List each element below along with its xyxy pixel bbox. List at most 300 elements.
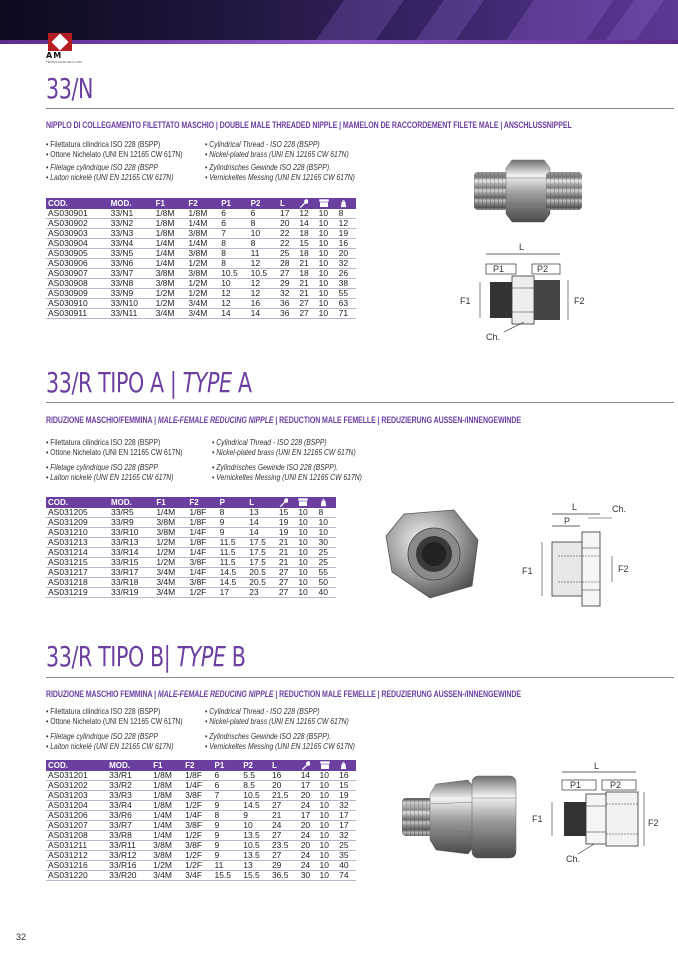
table-cell: 8 bbox=[219, 239, 248, 249]
table-row bbox=[46, 229, 356, 239]
table-cell: 28 bbox=[278, 259, 297, 269]
column-header: P bbox=[218, 497, 248, 508]
table-cell: 10.5 bbox=[241, 791, 270, 801]
column-header: F2 bbox=[186, 198, 219, 209]
table-cell: 33/R18 bbox=[109, 578, 154, 588]
table-cell: AS031210 bbox=[46, 528, 109, 538]
column-header: L bbox=[270, 760, 299, 771]
table-cell: 1/4F bbox=[183, 811, 212, 821]
section-title-33r-type-b: 33/R TIPO B| TYPE B bbox=[46, 640, 246, 673]
table-row bbox=[46, 801, 356, 811]
section-subtitle: RIDUZIONE MASCHIO FEMMINA | MALE-FEMALE REDUCING NIPPLE | REDUCTION MALE FEMELLE | REDUZIERUNG AUSSEN-/INNENGEWINDE bbox=[46, 689, 521, 699]
table-cell: 35 bbox=[337, 851, 356, 861]
table-cell: 33/N2 bbox=[109, 219, 154, 229]
table-cell: 12 bbox=[219, 289, 248, 299]
features-right-de: • Zylindrisches Gewinde ISO 228 (BSPP). • Vernickeltes Messing (UNI EN 12165 CW 617N) bbox=[205, 162, 355, 182]
table-cell: 3/8F bbox=[183, 841, 212, 851]
table-cell: 1/4M bbox=[186, 219, 219, 229]
table-row bbox=[46, 558, 336, 568]
table-cell: 33/N7 bbox=[109, 269, 154, 279]
table-cell: 3/8M bbox=[151, 851, 183, 861]
table-row bbox=[46, 279, 356, 289]
svg-text:Ch.: Ch. bbox=[566, 854, 581, 864]
table-cell: 7 bbox=[212, 791, 241, 801]
table-cell: 33/R16 bbox=[107, 861, 151, 871]
table-cell: 8.5 bbox=[241, 781, 270, 791]
product-photo-33r-type-a bbox=[382, 506, 482, 602]
table-cell: AS031202 bbox=[46, 781, 107, 791]
table-cell: 33/R11 bbox=[107, 841, 151, 851]
table-cell: 1/2F bbox=[183, 831, 212, 841]
table-cell: 55 bbox=[337, 289, 356, 299]
features-right: • Cylindrical Thread - ISO 228 (BSPP) • Nickel-plated brass (UNI EN 12165 CW 617N) bbox=[205, 706, 349, 726]
table-cell: 10 bbox=[317, 279, 337, 289]
top-banner bbox=[0, 0, 678, 40]
table-cell: AS030908 bbox=[46, 279, 109, 289]
features-left-fr: • Filetage cylindrique ISO 228 (BSPP • Laiton nickelé (UNI EN 12165 CW 617N) bbox=[46, 462, 173, 482]
table-cell: AS031205 bbox=[46, 508, 109, 518]
table-cell: 21 bbox=[277, 538, 296, 548]
table-cell: 3/8F bbox=[187, 558, 217, 568]
table-cell: 13 bbox=[241, 861, 270, 871]
table-cell: 6 bbox=[219, 219, 248, 229]
table-cell: 33/R2 bbox=[107, 781, 151, 791]
table-cell: 15 bbox=[297, 239, 316, 249]
table-cell: 10 bbox=[296, 518, 316, 528]
table-cell: 1/2F bbox=[183, 851, 212, 861]
table-cell: 1/8F bbox=[183, 771, 212, 781]
table-cell: 3/8M bbox=[186, 269, 219, 279]
table-cell: 33/R7 bbox=[107, 821, 151, 831]
table-cell: 21 bbox=[270, 811, 299, 821]
table-cell: 14 bbox=[247, 528, 277, 538]
svg-text:F2: F2 bbox=[574, 296, 585, 306]
table-cell: 3/4M bbox=[154, 568, 187, 578]
table-cell: 17 bbox=[299, 811, 318, 821]
table-cell: 10 bbox=[318, 801, 338, 811]
table-cell: 33/R15 bbox=[109, 558, 154, 568]
table-cell: 10 bbox=[318, 791, 338, 801]
table-cell: 9 bbox=[218, 518, 248, 528]
table-cell: 12 bbox=[337, 219, 356, 229]
table-cell: 23 bbox=[247, 588, 277, 598]
technical-drawing-33n bbox=[456, 240, 596, 348]
table-cell: 3/8M bbox=[154, 518, 187, 528]
table-cell: 14 bbox=[249, 309, 278, 319]
table-cell: 1/8M bbox=[151, 771, 183, 781]
table-cell: 9 bbox=[218, 528, 248, 538]
table-row bbox=[46, 568, 336, 578]
table-cell: 8 bbox=[249, 219, 278, 229]
svg-text:P: P bbox=[564, 516, 571, 526]
table-cell: 33/R14 bbox=[109, 548, 154, 558]
table-cell: 12 bbox=[249, 289, 278, 299]
table-cell: AS031206 bbox=[46, 811, 107, 821]
spec-table-33n bbox=[46, 198, 356, 319]
table-cell: 10 bbox=[249, 229, 278, 239]
table-cell: 1/4M bbox=[151, 821, 183, 831]
table-cell: 3/8M bbox=[154, 279, 187, 289]
table-cell: 20 bbox=[337, 249, 356, 259]
table-cell: AS031220 bbox=[46, 871, 107, 881]
table-cell: 18 bbox=[297, 249, 316, 259]
table-cell: 10.5 bbox=[241, 841, 270, 851]
table-cell: 33/R4 bbox=[107, 801, 151, 811]
table-cell: AS031216 bbox=[46, 861, 107, 871]
features-right: • Cylindrical Thread - ISO 228 (BSPP) • Nickel-plated brass (UNI EN 12165 CW 617N) bbox=[205, 139, 349, 159]
table-cell: 11.5 bbox=[218, 548, 248, 558]
banner-stripe bbox=[0, 40, 678, 44]
table-cell: 20.5 bbox=[247, 578, 277, 588]
table-row bbox=[46, 269, 356, 279]
table-cell: 8 bbox=[249, 239, 278, 249]
table-cell: 29 bbox=[278, 279, 297, 289]
table-cell: 6 bbox=[219, 209, 248, 219]
table-cell: 10 bbox=[318, 811, 338, 821]
table-cell: 27 bbox=[277, 588, 296, 598]
section-subtitle: NIPPLO DI COLLEGAMENTO FILETTATO MASCHIO | DOUBLE MALE THREADED NIPPLE | MAMELON DE RACCORDEMENT FILETE MALE | ANSCHLUSSNIPPEL bbox=[46, 120, 572, 130]
table-cell: AS031209 bbox=[46, 518, 109, 528]
table-cell: AS030905 bbox=[46, 249, 109, 259]
table-cell: 20 bbox=[299, 841, 318, 851]
table-row bbox=[46, 249, 356, 259]
table-cell: 10 bbox=[317, 528, 336, 538]
table-row bbox=[46, 548, 336, 558]
features-left: • Filettatura cilindrica ISO 228 (BSPP) • Ottone Nichelato (UNI EN 12165 CW 617N) bbox=[46, 706, 183, 726]
table-cell: AS031217 bbox=[46, 568, 109, 578]
brand-logo: AM TECNOLOGIE DEI FLUIDI bbox=[46, 33, 74, 63]
table-cell: 21 bbox=[297, 259, 316, 269]
section-rule bbox=[46, 677, 674, 678]
table-cell: 14 bbox=[219, 309, 248, 319]
table-cell: 10 bbox=[317, 269, 337, 279]
table-row bbox=[46, 528, 336, 538]
table-cell: 6 bbox=[212, 771, 241, 781]
table-cell: 3/4M bbox=[186, 309, 219, 319]
table-cell: 17 bbox=[337, 811, 356, 821]
table-cell: 24 bbox=[299, 851, 318, 861]
table-cell: 40 bbox=[337, 861, 356, 871]
table-cell: 10 bbox=[317, 249, 337, 259]
table-cell: 16 bbox=[337, 771, 356, 781]
table-cell: 19 bbox=[337, 791, 356, 801]
table-cell: 13 bbox=[247, 508, 277, 518]
table-cell: AS030911 bbox=[46, 309, 109, 319]
table-cell: 33/N3 bbox=[109, 229, 154, 239]
column-header: F1 bbox=[154, 198, 187, 209]
table-cell: 11 bbox=[212, 861, 241, 871]
svg-text:F1: F1 bbox=[522, 566, 533, 576]
table-cell: 10 bbox=[296, 508, 316, 518]
table-cell: AS030906 bbox=[46, 259, 109, 269]
table-cell: 8 bbox=[218, 508, 248, 518]
table-cell: 22 bbox=[278, 239, 297, 249]
table-cell: 27 bbox=[278, 269, 297, 279]
table-cell: 6 bbox=[249, 209, 278, 219]
table-cell: 10 bbox=[317, 209, 337, 219]
table-cell: 9 bbox=[212, 841, 241, 851]
table-cell: AS030902 bbox=[46, 219, 109, 229]
table-cell: AS031211 bbox=[46, 841, 107, 851]
table-cell: 5.5 bbox=[241, 771, 270, 781]
table-cell: 11.5 bbox=[218, 558, 248, 568]
table-cell: 33/R13 bbox=[109, 538, 154, 548]
table-cell: 16 bbox=[270, 771, 299, 781]
svg-text:P1: P1 bbox=[493, 264, 505, 274]
table-cell: 10.5 bbox=[249, 269, 278, 279]
table-cell: 10 bbox=[317, 289, 337, 299]
table-row bbox=[46, 578, 336, 588]
table-row bbox=[46, 861, 356, 871]
table-cell: 33/R5 bbox=[109, 508, 154, 518]
table-cell: 36.5 bbox=[270, 871, 299, 881]
table-cell: 14.5 bbox=[218, 578, 248, 588]
table-cell: 1/2F bbox=[187, 588, 217, 598]
table-cell: 17.5 bbox=[247, 548, 277, 558]
column-header: COD. bbox=[46, 760, 107, 771]
features-left: • Filettatura cilindrica ISO 228 (BSPP) • Ottone Nichelato (UNI EN 12165 CW 617N) bbox=[46, 139, 183, 159]
table-cell: 1/4M bbox=[154, 249, 187, 259]
table-cell: 24 bbox=[299, 861, 318, 871]
table-row bbox=[46, 821, 356, 831]
table-cell: 21 bbox=[277, 548, 296, 558]
table-cell: 33/R6 bbox=[107, 811, 151, 821]
table-row bbox=[46, 841, 356, 851]
table-row bbox=[46, 538, 336, 548]
table-cell: 30 bbox=[299, 871, 318, 881]
table-cell: 6 bbox=[212, 781, 241, 791]
product-photo-33r-type-b bbox=[398, 770, 522, 866]
table-cell: 33/N11 bbox=[109, 309, 154, 319]
table-cell: 10 bbox=[296, 528, 316, 538]
section-subtitle: RIDUZIONE MASCHIO/FEMMINA | MALE-FEMALE REDUCING NIPPLE | REDUCTION MALE FEMELLE | REDUZIERUNG AUSSEN-/INNENGEWINDE bbox=[46, 415, 521, 425]
table-cell: AS031212 bbox=[46, 851, 107, 861]
table-cell: 3/8M bbox=[151, 841, 183, 851]
column-header: F1 bbox=[151, 760, 183, 771]
svg-text:F1: F1 bbox=[460, 296, 471, 306]
table-cell: 3/8F bbox=[183, 821, 212, 831]
table-cell: 8 bbox=[219, 259, 248, 269]
table-cell: 1/4M bbox=[186, 239, 219, 249]
table-cell: 1/8F bbox=[187, 538, 217, 548]
table-cell: 25 bbox=[317, 558, 336, 568]
table-cell: 33/R1 bbox=[107, 771, 151, 781]
table-cell: 3/4M bbox=[154, 309, 187, 319]
table-cell: AS030909 bbox=[46, 289, 109, 299]
table-cell: 1/2M bbox=[186, 279, 219, 289]
table-cell: 33/N9 bbox=[109, 289, 154, 299]
table-cell: 10 bbox=[296, 558, 316, 568]
section-rule bbox=[46, 108, 674, 109]
table-cell: 1/4M bbox=[154, 259, 187, 269]
table-cell: AS031219 bbox=[46, 588, 109, 598]
column-header: P1 bbox=[219, 198, 248, 209]
svg-text:Ch.: Ch. bbox=[486, 332, 501, 342]
table-cell: 3/8M bbox=[186, 229, 219, 239]
table-cell: 25 bbox=[337, 841, 356, 851]
table-cell: 32 bbox=[337, 801, 356, 811]
table-cell: 1/2M bbox=[151, 861, 183, 871]
table-cell: 32 bbox=[278, 289, 297, 299]
table-row bbox=[46, 781, 356, 791]
table-cell: AS031204 bbox=[46, 801, 107, 811]
table-row bbox=[46, 791, 356, 801]
table-cell: 15.5 bbox=[212, 871, 241, 881]
table-cell: 1/4M bbox=[151, 831, 183, 841]
table-cell: 24 bbox=[299, 831, 318, 841]
table-cell: 1/2M bbox=[154, 538, 187, 548]
table-cell: 1/4F bbox=[187, 548, 217, 558]
svg-text:L: L bbox=[594, 761, 600, 771]
table-cell: 33/R10 bbox=[109, 528, 154, 538]
table-row bbox=[46, 518, 336, 528]
table-cell: 17 bbox=[278, 209, 297, 219]
table-cell: 10 bbox=[318, 771, 338, 781]
table-cell: 21 bbox=[297, 289, 316, 299]
table-cell: 3/4M bbox=[154, 578, 187, 588]
table-cell: AS031215 bbox=[46, 558, 109, 568]
table-cell: 10 bbox=[241, 821, 270, 831]
table-cell: AS030910 bbox=[46, 299, 109, 309]
table-cell: 8 bbox=[212, 811, 241, 821]
table-cell: 32 bbox=[337, 259, 356, 269]
table-cell: 36 bbox=[278, 309, 297, 319]
table-row bbox=[46, 309, 356, 319]
table-cell: 33/N6 bbox=[109, 259, 154, 269]
table-cell: 1/2M bbox=[186, 259, 219, 269]
table-cell: 27 bbox=[297, 299, 316, 309]
table-cell: 10 bbox=[317, 219, 337, 229]
table-cell: 10 bbox=[296, 578, 316, 588]
table-cell: 33/N8 bbox=[109, 279, 154, 289]
table-cell: 71 bbox=[337, 309, 356, 319]
table-cell: 27 bbox=[277, 578, 296, 588]
table-cell: 33/R19 bbox=[109, 588, 154, 598]
table-row bbox=[46, 259, 356, 269]
table-cell: 33/R9 bbox=[109, 518, 154, 528]
table-cell: 27 bbox=[297, 309, 316, 319]
table-cell: 1/2M bbox=[154, 558, 187, 568]
table-cell: 1/8M bbox=[154, 219, 187, 229]
table-cell: 13.5 bbox=[241, 851, 270, 861]
table-cell: 20.5 bbox=[247, 568, 277, 578]
column-header: L bbox=[247, 497, 277, 508]
table-cell: 33/N5 bbox=[109, 249, 154, 259]
table-cell: 8 bbox=[317, 508, 336, 518]
table-cell: 33/R8 bbox=[107, 831, 151, 841]
table-cell: 1/8M bbox=[151, 791, 183, 801]
table-cell: 1/2M bbox=[154, 548, 187, 558]
table-cell: 15 bbox=[277, 508, 296, 518]
table-cell: 8 bbox=[337, 209, 356, 219]
table-cell: 11.5 bbox=[218, 538, 248, 548]
table-cell: 1/2M bbox=[154, 289, 187, 299]
table-cell: 50 bbox=[317, 578, 336, 588]
svg-text:P1: P1 bbox=[570, 780, 582, 790]
column-header: COD. bbox=[46, 198, 109, 209]
table-cell: 9 bbox=[212, 851, 241, 861]
table-cell: 1/8M bbox=[186, 209, 219, 219]
table-cell: 1/8F bbox=[187, 518, 217, 528]
table-cell: 19 bbox=[277, 518, 296, 528]
spec-table-33r-type-b bbox=[46, 760, 356, 881]
table-cell: 15 bbox=[337, 781, 356, 791]
table-cell: 10 bbox=[318, 831, 338, 841]
table-cell: 36 bbox=[278, 299, 297, 309]
table-cell: 3/8M bbox=[154, 269, 187, 279]
svg-text:L: L bbox=[519, 242, 525, 252]
column-header: P1 bbox=[212, 760, 241, 771]
table-cell: 10 bbox=[317, 229, 337, 239]
table-cell: 27 bbox=[270, 831, 299, 841]
svg-text:L: L bbox=[572, 502, 578, 512]
table-cell: 19 bbox=[337, 229, 356, 239]
table-cell: 20 bbox=[299, 821, 318, 831]
table-cell: 33/R3 bbox=[107, 791, 151, 801]
table-cell: 17.5 bbox=[247, 538, 277, 548]
table-cell: 10 bbox=[317, 518, 336, 528]
table-cell: 1/4F bbox=[187, 528, 217, 538]
table-cell: AS031214 bbox=[46, 548, 109, 558]
table-cell: AS030907 bbox=[46, 269, 109, 279]
table-cell: 32 bbox=[337, 831, 356, 841]
table-cell: 26 bbox=[337, 269, 356, 279]
table-cell: 9 bbox=[212, 801, 241, 811]
table-row bbox=[46, 588, 336, 598]
table-cell: 1/4F bbox=[183, 781, 212, 791]
table-cell: 20 bbox=[299, 791, 318, 801]
table-cell: 33/N10 bbox=[109, 299, 154, 309]
table-cell: 1/8M bbox=[154, 229, 187, 239]
table-cell: 9 bbox=[212, 831, 241, 841]
table-cell: 16 bbox=[337, 239, 356, 249]
table-cell: 3/4M bbox=[186, 299, 219, 309]
svg-text:F2: F2 bbox=[618, 564, 629, 574]
features-right-de: • Zylindrisches Gewinde ISO 228 (BSPP). • Vernickeltes Messing (UNI EN 12165 CW 617N) bbox=[212, 462, 362, 482]
table-cell: 3/4M bbox=[151, 871, 183, 881]
column-header: P2 bbox=[249, 198, 278, 209]
table-cell: AS030904 bbox=[46, 239, 109, 249]
table-cell: 1/2F bbox=[183, 861, 212, 871]
table-row bbox=[46, 239, 356, 249]
table-row bbox=[46, 831, 356, 841]
column-header: P2 bbox=[241, 760, 270, 771]
table-row bbox=[46, 871, 356, 881]
table-cell: 3/8M bbox=[186, 249, 219, 259]
table-cell: 33/N1 bbox=[109, 209, 154, 219]
table-cell: 10 bbox=[317, 259, 337, 269]
table-cell: 21 bbox=[277, 558, 296, 568]
table-cell: 27 bbox=[270, 851, 299, 861]
table-cell: 1/4M bbox=[154, 239, 187, 249]
table-cell: 10.5 bbox=[219, 269, 248, 279]
svg-text:P2: P2 bbox=[537, 264, 549, 274]
table-cell: 12 bbox=[219, 299, 248, 309]
column-header: F1 bbox=[154, 497, 187, 508]
svg-text:F2: F2 bbox=[648, 818, 659, 828]
table-cell: 63 bbox=[337, 299, 356, 309]
table-cell: 10 bbox=[219, 279, 248, 289]
svg-text:Ch.: Ch. bbox=[612, 504, 627, 514]
table-cell: 1/4M bbox=[154, 508, 187, 518]
table-cell: 40 bbox=[317, 588, 336, 598]
table-cell: 12 bbox=[297, 209, 316, 219]
table-cell: 14 bbox=[297, 219, 316, 229]
table-cell: 25 bbox=[317, 548, 336, 558]
table-cell: 29 bbox=[270, 861, 299, 871]
table-cell: AS031207 bbox=[46, 821, 107, 831]
table-row bbox=[46, 289, 356, 299]
